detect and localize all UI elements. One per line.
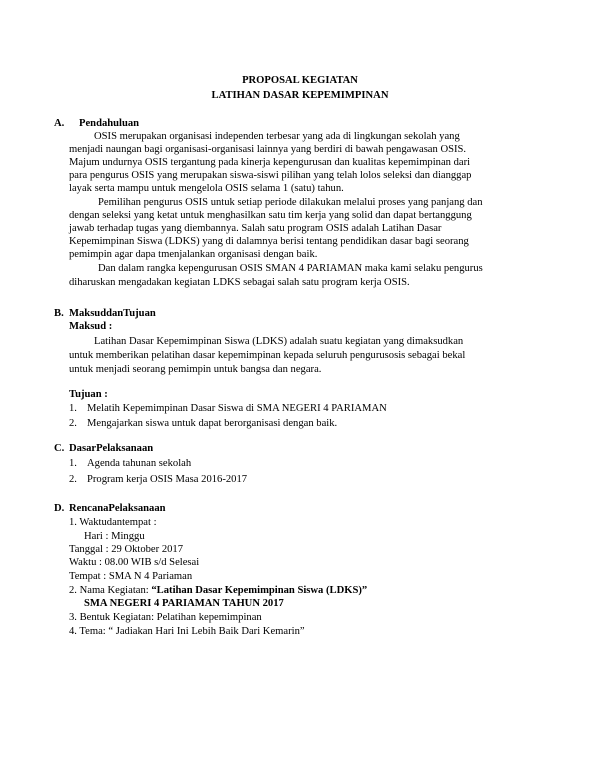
maksud-line: Latihan Dasar Kepemimpinan Siswa (LDKS) adalah suatu kegiatan yang dimaksudkan xyxy=(94,336,464,347)
section-a-line: para pengurus OSIS yang merupakan siswa-siswi pilihan yang telah lolos seleksi dan dianggap xyxy=(69,170,472,181)
title-line-1: PROPOSAL KEGIATAN xyxy=(242,75,358,86)
waktu-line: Waktu : 08.00 WIB s/d Selesai xyxy=(69,557,200,568)
title-line-2: LATIHAN DASAR KEPEMIMPINAN xyxy=(211,90,389,101)
section-a-line: pemimpin agar dapa tmenjalankan organisasi dengan baik. xyxy=(69,249,318,260)
maksud-heading: Maksud : xyxy=(69,321,113,332)
tujuan-heading: Tujuan : xyxy=(69,389,108,400)
tujuan-item-text: Melatih Kepemimpinan Dasar Siswa di SMA NEGERI 4 PARIAMAN xyxy=(87,403,387,414)
section-c-letter: C. xyxy=(54,443,65,454)
tujuan-item-number: 2. xyxy=(69,418,77,429)
section-b-heading: MaksuddanTujuan xyxy=(69,308,156,319)
bentuk-kegiatan-line: 3. Bentuk Kegiatan: Pelatihan kepemimpinan xyxy=(69,612,262,623)
section-a-line: Majum undurnya OSIS tergantung pada kinerja kepengurusan dan kualitas kepemimpinan dari xyxy=(69,157,471,168)
section-a-line: OSIS merupakan organisasi independen terbesar yang ada di lingkungan sekolah yang xyxy=(94,131,460,142)
section-d-letter: D. xyxy=(54,503,65,514)
tujuan-item-text: Mengajarkan siswa untuk dapat berorganisasi dengan baik. xyxy=(87,418,338,429)
section-a-letter: A. xyxy=(54,118,65,129)
tanggal-line: Tanggal : 29 Oktober 2017 xyxy=(69,544,184,555)
dasar-item-text: Agenda tahunan sekolah xyxy=(87,458,192,469)
section-a-line: Pemilihan pengurus OSIS untuk setiap periode dilakukan melalui proses yang panjang dan xyxy=(98,197,483,208)
section-a-line: Kepemimpinan Siswa (LDKS) yang di dalamnya berisi tentang pendidikan dasar bagi seorang xyxy=(69,236,469,247)
tempat-line: Tempat : SMA N 4 Pariaman xyxy=(69,571,193,582)
waktu-tempat-heading: 1. Waktudantempat : xyxy=(69,517,157,528)
nama-kegiatan-label: 2. Nama Kegiatan: xyxy=(69,585,152,596)
section-a-line: Dan dalam rangka kepengurusan OSIS SMAN 4 PARIAMAN maka kami selaku pengurus xyxy=(98,263,483,274)
tujuan-item-number: 1. xyxy=(69,403,77,414)
section-a-line: menjadi naungan bagi organisasi-organisasi lainnya yang berdiri di bawah pengawasan OSIS. xyxy=(69,144,467,155)
section-d-heading: RencanaPelaksanaan xyxy=(69,503,166,514)
maksud-line: untuk memberikan pelatihan dasar kepemimpinan kepada seluruh pengurusosis sebagai bekal xyxy=(69,350,466,361)
nama-kegiatan-value: “Latihan Dasar Kepemimpinan Siswa (LDKS)” xyxy=(151,585,368,596)
section-a-line: dengan seleksi yang ketat untuk menghasilkan satu tim kerja yang solid dan dapat bertanggung xyxy=(69,210,472,221)
dasar-item-text: Program kerja OSIS Masa 2016-2017 xyxy=(87,474,248,485)
section-c-heading: DasarPelaksanaan xyxy=(69,443,154,454)
section-a-line: diharuskan mengadakan kegiatan LDKS sebagai salah satu program kerja OSIS. xyxy=(69,277,410,288)
dasar-item-number: 1. xyxy=(69,458,77,469)
tema-line: 4. Tema: “ Jadiakan Hari Ini Lebih Baik Dari Kemarin” xyxy=(69,626,305,637)
maksud-line: untuk menjadi seorang pemimpin untuk bangsa dan negara. xyxy=(69,364,322,375)
section-a-line: jawab terhadap tugas yang diembannya. Salah satu program OSIS adalah Latihan Dasar xyxy=(69,223,442,234)
dasar-item-number: 2. xyxy=(69,474,77,485)
section-b-letter: B. xyxy=(54,308,64,319)
nama-kegiatan-line xyxy=(69,584,367,597)
section-a-heading: Pendahuluan xyxy=(79,118,140,129)
hari-line: Hari : Minggu xyxy=(84,531,145,542)
nama-kegiatan-line-2: SMA NEGERI 4 PARIAMAN TAHUN 2017 xyxy=(84,598,284,609)
section-a-line: layak serta mampu untuk mengelola OSIS selama 1 (satu) tahun. xyxy=(69,183,344,194)
